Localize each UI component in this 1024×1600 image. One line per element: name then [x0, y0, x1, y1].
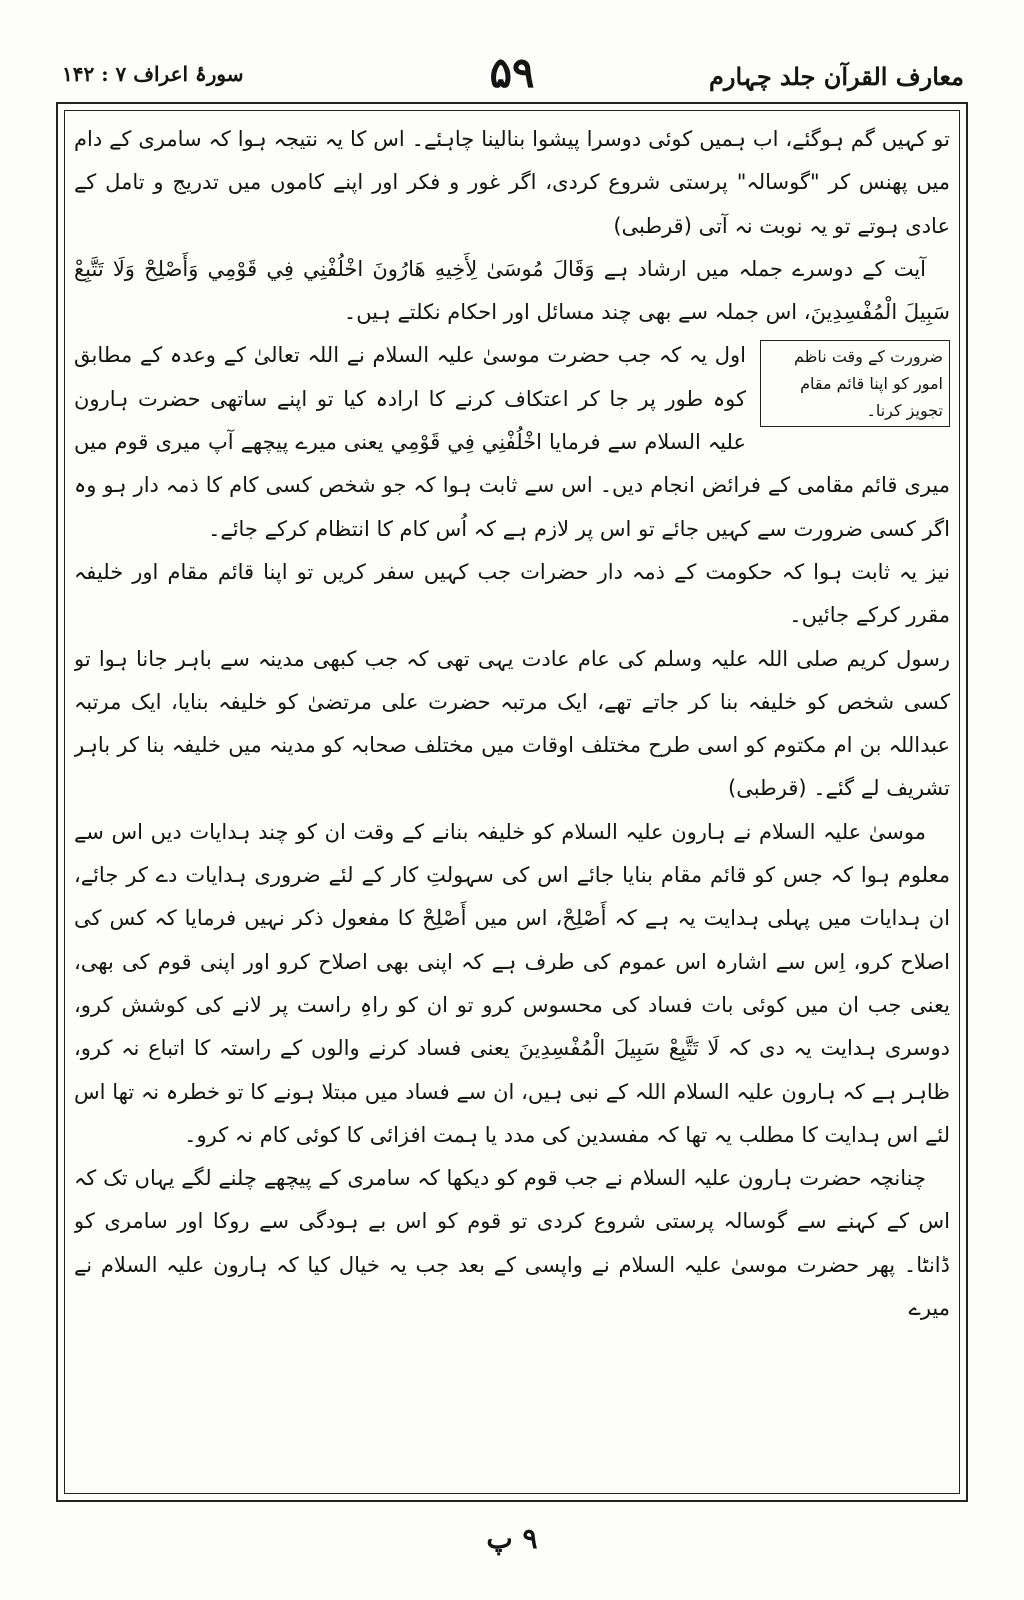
signature-mark: ۹ پ: [486, 1522, 538, 1555]
paragraph-7: چنانچہ حضرت ہارون علیہ السلام نے جب قوم کو دیکھا کہ سامری کے پیچھے چلنے لگے یہاں تک کہ اس کے کہنے سے گوسالہ پرستی شروع کردی تو قوم کو اس بے ہودگی سے روکا اور سامری کو ڈانٹا۔ پھر حضرت موسیٰ علیہ السلام نے واپسی کے بعد جب یہ خیال کیا کہ ہارون علیہ السلام نے میرے: [74, 1166, 950, 1321]
book-title: معارف القرآن جلد چہارم: [709, 62, 964, 91]
paragraph-2: آیت کے دوسرے جملہ میں ارشاد ہے وَقَالَ مُوسَىٰ لِأَخِيهِ هَارُونَ اخْلُفْنِي فِي قَوْمِي وَأَصْلِحْ وَلَا تَتَّبِعْ سَبِيلَ الْمُفْسِدِينَ، اس جملہ سے بھی چند مسائل اور احکام نکلتے ہیں۔: [74, 256, 950, 325]
paragraph-4: نیز یہ ثابت ہوا کہ حکومت کے ذمہ دار حضرات جب کہیں سفر کریں تو اپنا قائم مقام اور خلیفہ مقرر کرکے جائیں۔: [74, 559, 950, 628]
margin-heading: ضرورت کے وقت ناظم امور کو اپنا قائم مقام تجویز کرنا۔: [760, 340, 950, 427]
page-header: [40, 48, 984, 104]
paragraph-6: موسیٰ علیہ السلام نے ہارون علیہ السلام کو خلیفہ بنانے کے وقت ان کو چند ہدایات دیں اس سے معلوم ہوا کہ جس کو قائم مقام بنایا جائے اس کی سہولتِ کار کے لئے ضروری ہدایات دے کر جائے، ان ہدایات میں پہلی ہدایت یہ ہے کہ أَصْلِحْ، اس میں أَصْلِحْ کا مفعول ذکر نہیں فرمایا کہ کس کی اصلاح کرو، اِس سے اشارہ اس عموم کی طرف ہے کہ اپنی بھی اصلاح کرو اور اپنی قوم کی بھی، یعنی جب ان میں کوئی بات فساد کی محسوس کرو تو ان کو راہِ راست پر لانے کی کوشش کرو، دوسری ہدایت یہ دی کہ لَا تَتَّبِعْ سَبِيلَ الْمُفْسِدِينَ یعنی فساد کرنے والوں کے راستہ کا اتباع نہ کرو، ظاہر ہے کہ ہارون علیہ السلام اللہ کے نبی ہیں، ان سے فساد میں مبتلا ہونے کا تو خطرہ نہ تھا اس لئے اس ہدایت کا مطلب یہ تھا کہ مفسدین کی مدد یا ہمت افزائی کا کوئی کام نہ کرو۔: [74, 819, 950, 1147]
page-number: ۵۹: [489, 48, 535, 97]
page-body: [74, 118, 950, 1488]
surah-reference: سورۂ اعراف ۷ : ۱۴۲: [62, 62, 244, 86]
paragraph-5: رسول کریم صلی اللہ علیہ وسلم کی عام عادت یہی تھی کہ جب کبھی مدینہ سے باہر جانا ہوا تو کسی شخص کو خلیفہ بنا کر جاتے تھے، ایک مرتبہ حضرت علی مرتضیٰ کو خلیفہ بنایا، ایک مرتبہ عبداللہ بن ام مکتوم کو اسی طرح مختلف اوقات میں مختلف صحابہ کو مدینہ میں خلیفہ بنا کر باہر تشریف لے گئے۔ (قرطبی): [74, 646, 950, 801]
paragraph-3: اول یہ کہ جب حضرت موسیٰ علیہ السلام نے اللہ تعالیٰ کے وعدہ کے مطابق کوہ طور پر جا کر اعتکاف کرنے کا ارادہ کیا تو اپنے ساتھی حضرت ہارون علیہ السلام سے فرمایا اخْلُفْنِي فِي قَوْمِي یعنی میرے پیچھے آپ میری قوم میں میری قائم مقامی کے فرائض انجام دیں۔ اس سے ثابت ہوا کہ جو شخص کسی کام کا ذمہ دار ہو وہ اگر کسی ضرورت سے کہیں جائے تو اس پر لازم ہے کہ اُس کام کا انتظام کرکے جائے۔: [74, 343, 950, 541]
paragraph-1: تو کہیں گم ہوگئے، اب ہمیں کوئی دوسرا پیشوا بنالینا چاہئے۔ اس کا یہ نتیجہ ہوا کہ سامری کے دام میں پھنس کر "گوسالہ" پرستی شروع کردی، اگر غور و فکر اور اپنے کاموں میں تدریج و تامل کے عادی ہوتے تو یہ نوبت نہ آتی (قرطبی): [74, 127, 950, 238]
